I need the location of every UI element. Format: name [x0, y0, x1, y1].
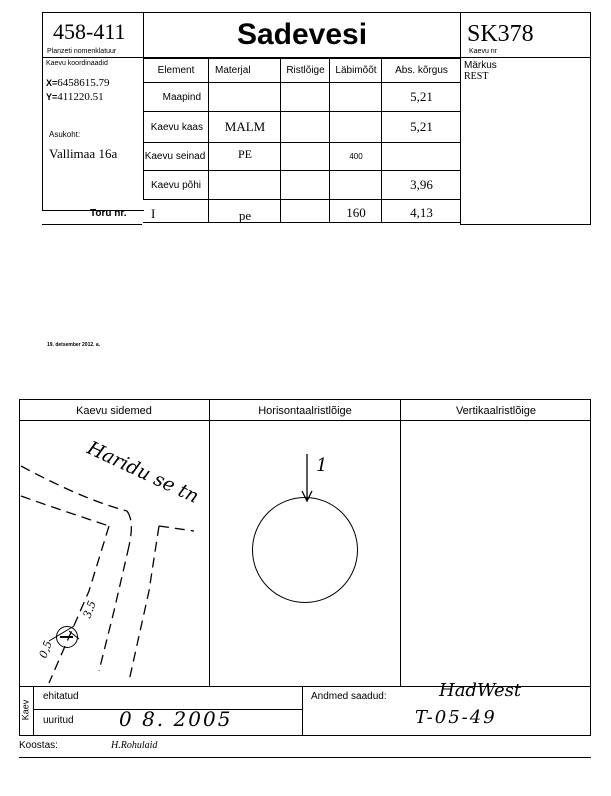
surveyed-value: 0 8. 2005	[119, 707, 233, 731]
date-note: 19. detsember 2012. a.	[47, 342, 101, 348]
well-id-box	[460, 12, 591, 58]
row-element: Kaevu seinad	[144, 151, 206, 162]
remarks-label: Märkus	[464, 60, 497, 71]
coord-y-label: Y=	[46, 92, 58, 102]
pipe-diameter: 160	[346, 205, 366, 220]
sketch-label-a: 3.5	[80, 599, 99, 620]
row-material: MALM	[224, 119, 266, 134]
col-header-diameter: Läbimõõt	[335, 64, 377, 76]
surveyed-label: uuritud	[43, 715, 74, 726]
nomenclature-label: Planzeti nomenklatuur	[47, 48, 117, 55]
data-from-label: Andmed saadud:	[311, 691, 387, 702]
col-header-height: Abs. kõrgus	[395, 64, 448, 76]
col-header-material: Materjal	[215, 64, 251, 76]
coord-y-value: 411220.51	[57, 91, 104, 103]
coord-y	[46, 91, 104, 103]
street-corner	[127, 511, 131, 546]
well-id: SK378	[467, 21, 534, 47]
pipe-number: I	[151, 206, 156, 221]
street-label: Haridu se tn	[83, 437, 203, 508]
row-height: 5,21	[410, 119, 433, 134]
data-from-value: HadWest	[439, 680, 522, 701]
sketch-section	[19, 399, 591, 758]
pipe-label: 1	[316, 455, 328, 476]
compiled-label: Koostas:	[19, 740, 58, 751]
col-header-cross: Ristlõige	[286, 64, 325, 76]
well-id-label: Kaevu nr	[469, 48, 498, 55]
street-edge-far-down	[129, 526, 159, 681]
nomenclature-number: 458-411	[53, 19, 126, 44]
remarks-block	[460, 58, 591, 225]
page-title: Sadevesi	[236, 18, 368, 51]
element-table	[143, 58, 461, 223]
nomenclature-box	[42, 12, 144, 58]
location-label: Asukoht:	[49, 130, 81, 139]
row-element: Maapind	[162, 91, 201, 103]
header-bottom-rule	[42, 224, 142, 225]
remarks-value: REST	[464, 71, 489, 82]
row-height: 3,96	[410, 177, 433, 192]
street-edge-far	[159, 526, 194, 531]
row-element: Kaevu põhi	[150, 179, 202, 191]
coord-x-label: X=	[46, 78, 58, 88]
col-header-element: Element	[157, 64, 195, 76]
row-diameter: 400	[349, 152, 363, 161]
pipe-material: pe	[238, 207, 252, 223]
street-edge-top	[21, 466, 127, 511]
data-code: T-05-49	[415, 707, 497, 728]
built-label: ehitatud	[43, 691, 79, 702]
location-value: Vallimaa 16a	[49, 146, 118, 161]
well-symbol	[56, 626, 78, 648]
compiled-value: H.Rohulaid	[111, 740, 158, 751]
kaev-label: Kaev	[20, 699, 31, 721]
well-symbol-bar	[60, 636, 73, 638]
row-element: Kaevu kaas	[150, 121, 203, 133]
sketch-col2-title: Horisontaalristlõige	[258, 405, 352, 417]
row-material: PE	[237, 146, 252, 161]
pipe-height: 4,13	[410, 205, 433, 220]
street-edge-left	[49, 526, 109, 683]
coord-x-value: 6458615.79	[57, 77, 110, 89]
pipe-row-label: Toru nr.	[90, 208, 127, 219]
row-height: 5,21	[410, 89, 433, 104]
sketch-label-b: 0,5	[36, 639, 55, 660]
coord-x	[46, 77, 110, 89]
title-box	[143, 12, 461, 58]
street-edge-right	[99, 546, 129, 671]
sketch-col1-title: Kaevu sidemed	[76, 405, 152, 417]
sketch-col3-title: Vertikaalristlõige	[455, 405, 537, 417]
pipe-arrow	[295, 449, 335, 519]
coordinates-label: Kaevu koordinaadid	[46, 60, 108, 67]
coordinates-block	[42, 58, 144, 211]
